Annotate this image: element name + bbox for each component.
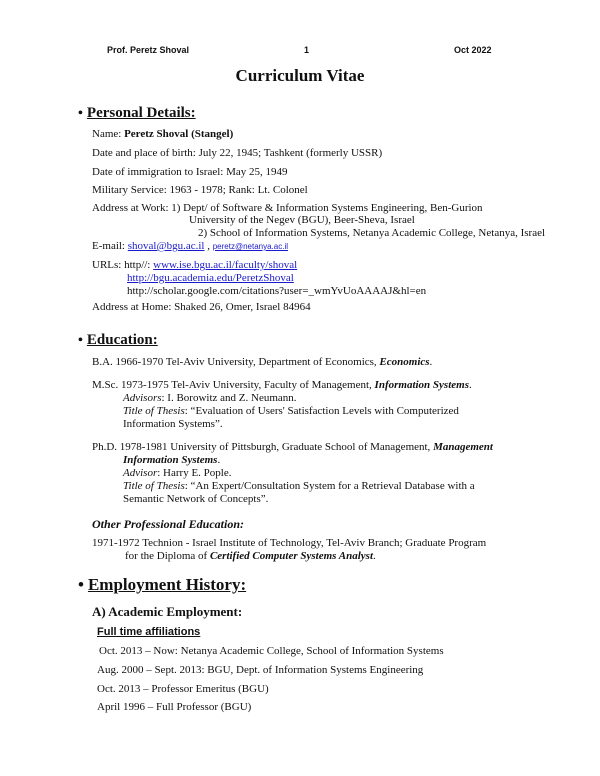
employment-item: Aug. 2000 – Sept. 2013: BGU, Dept. of Information Systems Engineering [97,664,424,676]
email-link-bgu[interactable]: shoval@bgu.ac.il [127,240,205,252]
immigration-line: Date of immigration to Israel: May 25, 1949 [92,166,288,178]
url-link-bgu-faculty[interactable]: www.ise.bgu.ac.il/faculty/shoval [153,259,298,271]
birth-line: Date and place of birth: July 22, 1945; Tashkent (formerly USSR) [92,147,383,159]
education-heading: Education: [86,332,158,348]
other-edu-heading: Other Professional Education: [92,517,245,531]
header-date: Oct 2022 [454,45,492,55]
edu-msc-advisors: Advisors: I. Borowitz and Z. Neumann. [123,392,297,404]
edu-phd-advisor: Advisor: Harry E. Pople. [123,467,232,479]
other-edu-line-2: for the Diploma of Certified Computer Systems Analyst. [125,550,376,562]
employment-item: Oct. 2013 – Professor Emeritus (BGU) [97,683,269,695]
home-address: Address at Home: Shaked 26, Omer, Israel 84964 [92,301,311,313]
work-address-2: 2) School of Information Systems, Netanya Academic College, Netanya, Israel [198,227,546,239]
other-edu-line-1: 1971-1972 Technion - Israel Institute of Technology, Tel-Aviv Branch; Graduate Program [92,537,487,549]
military-line: Military Service: 1963 - 1978; Rank: Lt. Colonel [92,184,308,196]
section-education [78,331,158,349]
employment-item: Oct. 2013 – Now: Netanya Academic College, School of Information Systems [99,645,444,657]
header-author: Prof. Peretz Shoval [107,45,190,55]
employment-item: April 1996 – Full Professor (BGU) [97,701,252,713]
academic-employment-heading: A) Academic Employment: [92,604,243,619]
work-address-1: Address at Work: 1) Dept/ of Software & Information Systems Engineering, Ben-Gurion [92,202,483,214]
name-line: Name: Peretz Shoval (Stangel) [92,128,234,140]
bullet-icon: • [78,333,83,348]
full-time-heading: Full time affiliations [97,626,201,638]
url-scholar: http://scholar.google.com/citations?user=_wmYvUoAAAAJ&hl=en [127,285,427,297]
page-title: Curriculum Vitae [235,66,365,85]
edu-phd: Ph.D. 1978-1981 University of Pittsburgh, Graduate School of Management, Management [92,441,493,453]
employment-heading: Employment History: [87,575,247,594]
edu-phd-thesis: Title of Thesis: “An Expert/Consultation System for a Retrieval Database with a [123,480,475,492]
email-line: E-mail: shoval@bgu.ac.il , peretz@netanya.ac.il [92,240,289,252]
edu-msc: M.Sc. 1973-1975 Tel-Aviv University, Faculty of Management, Information Systems. [92,379,472,391]
bullet-icon: • [78,106,83,121]
header-page-number: 1 [304,45,310,55]
edu-msc-thesis-2: Information Systems”. [123,418,223,430]
person-name: Peretz Shoval (Stangel) [124,128,234,140]
urls-line: URLs: http//: www.ise.bgu.ac.il/faculty/shoval [92,259,298,271]
section-employment [78,575,246,595]
edu-msc-thesis: Title of Thesis: “Evaluation of Users' Satisfaction Levels with Computerized [123,405,459,417]
personal-heading: Personal Details: [86,105,196,121]
work-address-1b: University of the Negev (BGU), Beer-Sheva, Israel [189,214,415,226]
bullet-icon: • [78,575,84,594]
edu-ba: B.A. 1966-1970 Tel-Aviv University, Department of Economics, Economics. [92,356,433,368]
edu-phd-thesis-2: Semantic Network of Concepts”. [123,493,269,505]
edu-phd-field: Information Systems. [123,454,221,466]
url-link-academia[interactable]: http://bgu.academia.edu/PeretzShoval [127,272,294,284]
section-personal [78,104,196,122]
email-link-netanya[interactable]: peretz@netanya.ac.il [212,242,289,251]
